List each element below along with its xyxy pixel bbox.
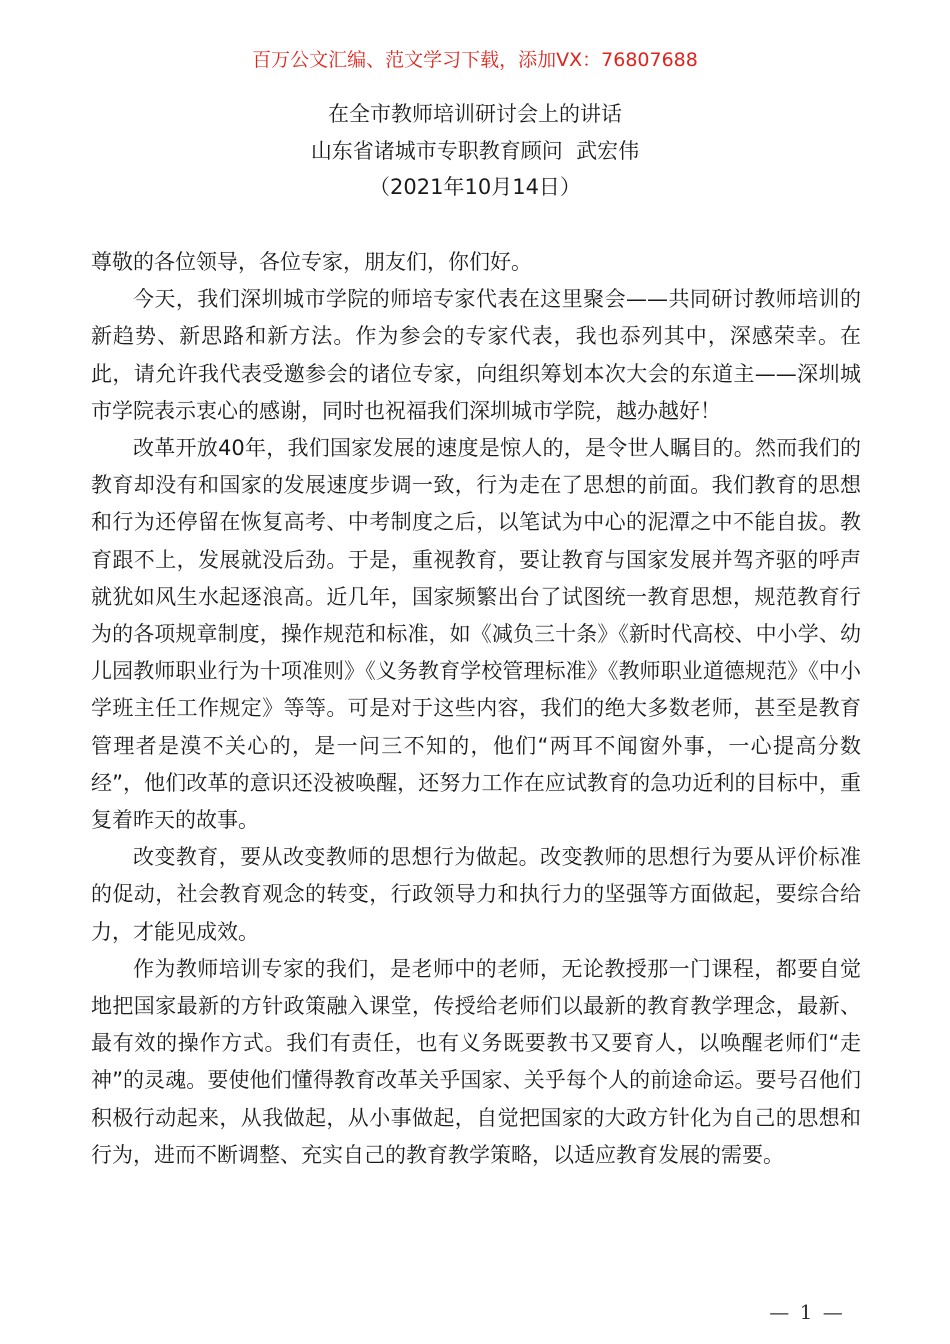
page-number: — 1 — <box>769 1300 845 1324</box>
body-paragraph: 作为教师培训专家的我们，是老师中的老师，无论教授那一门课程，都要自觉地把国家最新的方针政策融入课堂，传授给老师们以最新的教育教学理念，最新、最有效的操作方式。我们有责任，也有义务既要教书又要育人，以唤醒老师们“走神”的灵魂。要使他们懂得教育改革关乎国家、关乎每个人的前途命运。要号召他们积极行动起来，从我做起，从小事做起，自觉把国家的大政方针化为自己的思想和行为，进而不断调整、充实自己的教育教学策略，以适应教育发展的需要。 <box>91 956 861 1167</box>
body-paragraph: 改革开放40年，我们国家发展的速度是惊人的，是令世人瞩目的。然而我们的教育却没有和国家的发展速度步调一致，行为走在了思想的前面。我们教育的思想和行为还停留在恢复高考、中考制度之后，以笔试为中心的泥潭之中不能自拔。教育跟不上，发展就没后劲。于是，重视教育，要让教育与国家发展并驾齐驱的呼声就犹如风生水起逐浪高。近几年，国家频繁出台了试图统一教育思想，规范教育行为的各项规章制度，操作规范和标准，如《减负三十条》《新时代高校、中小学、幼儿园教师职业行为十项准则》《义务教育学校管理标准》《教师职业道德规范》《中小学班主任工作规定》等等。可是对于这些内容，我们的绝大多数老师，甚至是教育管理者是漠不关心的，是一问三不知的，他们“两耳不闻窗外事，一心提高分数经”，他们改革的意识还没被唤醒，还努力工作在应试教育的急功近利的目标中，重复着昨天的故事。 <box>91 436 861 833</box>
speech-date: （2021年10月14日） <box>369 175 581 199</box>
speech-body <box>91 244 861 1174</box>
body-paragraph: 今天，我们深圳城市学院的师培专家代表在这里聚会——共同研讨教师培训的新趋势、新思路和新方法。作为参会的专家代表，我也忝列其中，深感荣幸。在此，请允许我代表受邀参会的诸位专家，向组织筹划本次大会的东道主——深圳城市学院表示衷心的感谢，同时也祝福我们深圳城市学院，越办越好！ <box>91 287 861 423</box>
speech-title: 在全市教师培训研讨会上的讲话 <box>328 102 622 126</box>
greeting-paragraph: 尊敬的各位领导，各位专家，朋友们，你们好。 <box>91 250 532 274</box>
body-paragraph: 改变教育，要从改变教师的思想行为做起。改变教师的思想行为要从评价标准的促动，社会教育观念的转变，行政领导力和执行力的坚强等方面做起，要综合给力，才能见成效。 <box>91 845 861 944</box>
title-block <box>0 96 950 206</box>
speaker-line: 山东省诸城市专职教育顾问 武宏伟 <box>310 138 640 163</box>
promo-banner: 百万公文汇编、范文学习下载，添加VX：76807688 <box>252 49 698 71</box>
